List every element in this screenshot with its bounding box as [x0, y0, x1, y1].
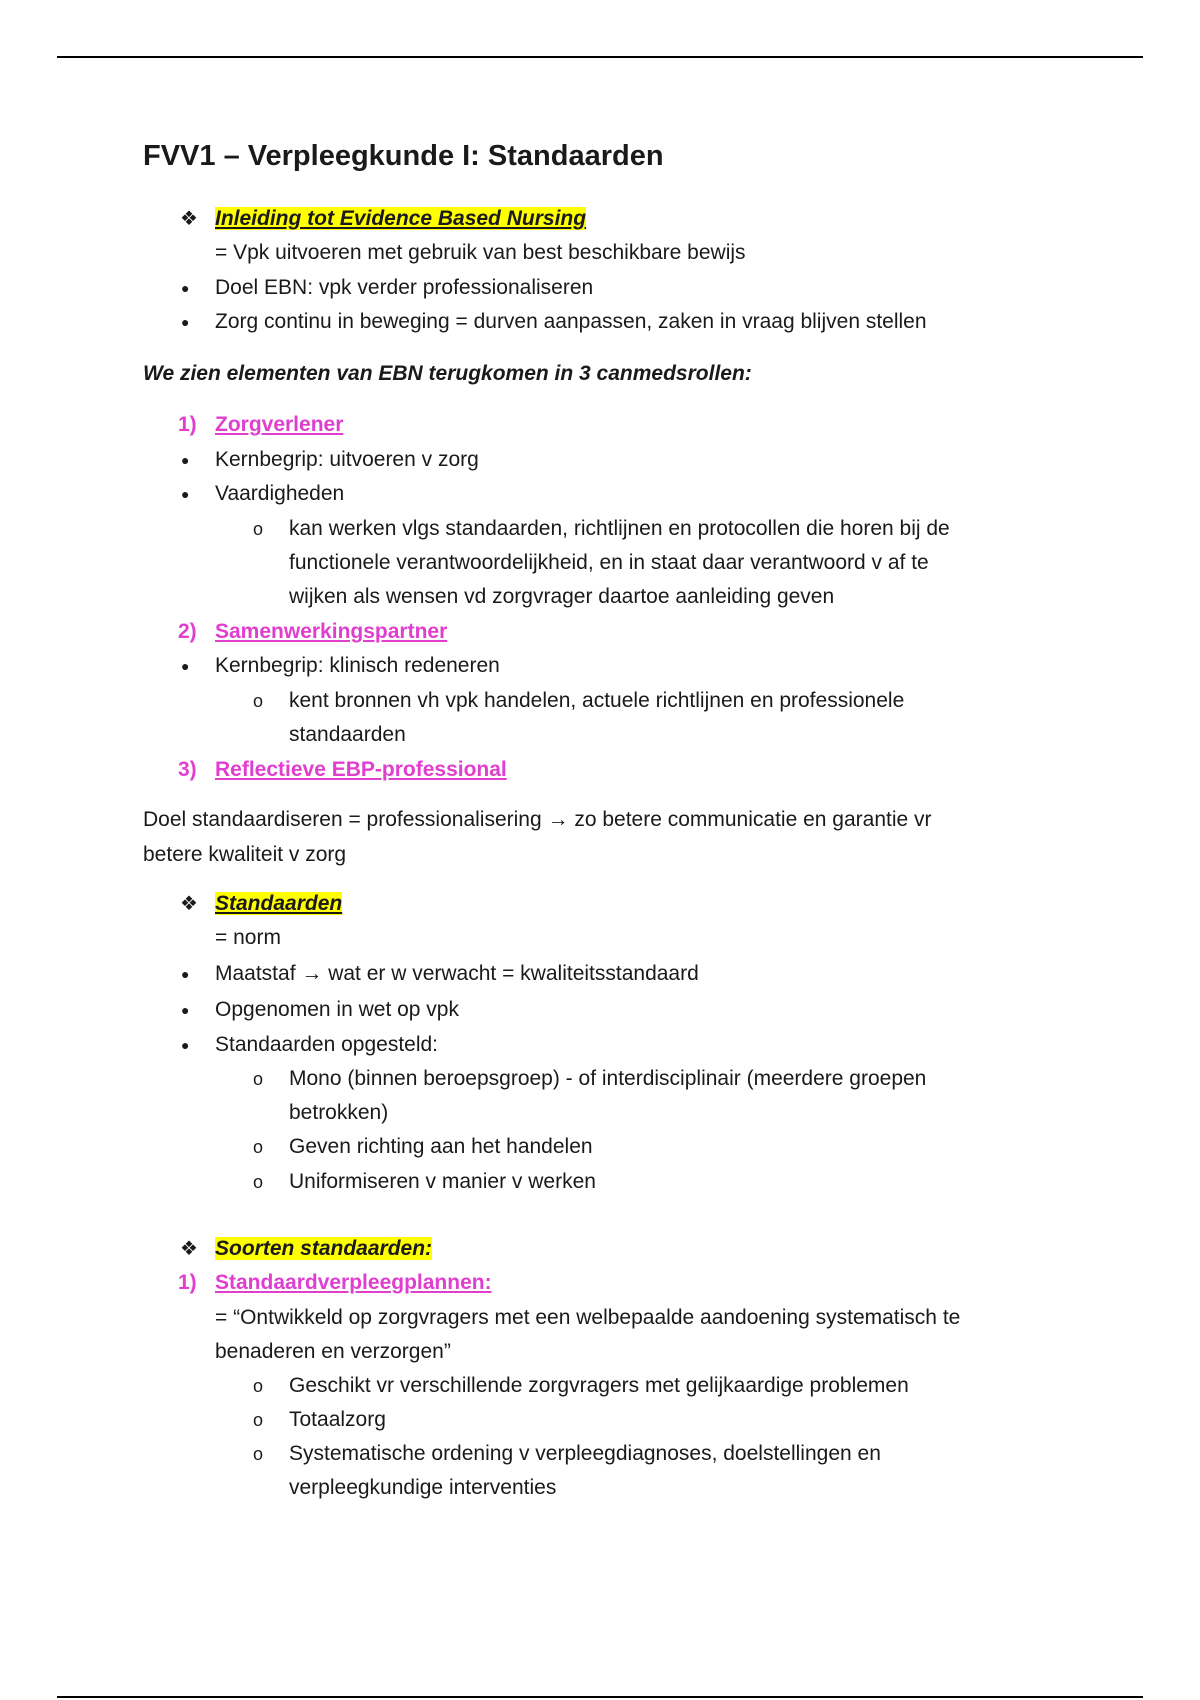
bottom-rule — [57, 1696, 1143, 1698]
canmeds-intro: We zien elementen van EBN terugkomen in 3 canmedsrollen: — [143, 362, 752, 385]
role-heading-reflectieve-ebp: Reflectieve EBP-professional — [215, 758, 507, 781]
role-number: 2) — [178, 620, 197, 643]
sub-list-item: Geven richting aan het handelen — [289, 1135, 593, 1158]
circle-bullet-icon: o — [253, 519, 264, 539]
sub-list-item-continued: standaarden — [289, 723, 406, 746]
list-item: Kernbegrip: uitvoeren v zorg — [215, 448, 479, 471]
sub-list-item: Totaalzorg — [289, 1408, 386, 1431]
type-heading-standaardverpleegplannen: Standaardverpleegplannen: — [215, 1271, 492, 1294]
sub-list-item: Systematische ordening v verpleegdiagnoses, doelstellingen en — [289, 1442, 881, 1465]
sub-list-item: Geschikt vr verschillende zorgvragers met gelijkaardige problemen — [289, 1374, 909, 1397]
list-item: Kernbegrip: klinisch redeneren — [215, 654, 500, 677]
bullet-icon: ● — [181, 314, 190, 330]
sub-list-item: Mono (binnen beroepsgroep) - of interdisciplinair (meerdere groepen — [289, 1067, 927, 1090]
list-item: Zorg continu in beweging = durven aanpassen, zaken in vraag blijven stellen — [215, 310, 927, 333]
bullet-icon: ● — [181, 1037, 190, 1053]
sub-list-item-continued: functionele verantwoordelijkheid, en in staat daar verantwoord v af te — [289, 551, 929, 574]
role-heading-samenwerkingspartner: Samenwerkingspartner — [215, 620, 448, 643]
bullet-icon: ● — [181, 658, 190, 674]
list-item: Vaardigheden — [215, 482, 345, 505]
circle-bullet-icon: o — [253, 1069, 264, 1089]
ebn-definition: = Vpk uitvoeren met gebruik van best beschikbare bewijs — [215, 241, 746, 264]
bullet-icon: ● — [181, 452, 190, 468]
type-definition-line: benaderen en verzorgen” — [215, 1340, 451, 1363]
circle-bullet-icon: o — [253, 691, 264, 711]
bullet-icon: ● — [181, 280, 190, 296]
sub-list-item-continued: verpleegkundige interventies — [289, 1476, 557, 1499]
section-heading-ebn: Inleiding tot Evidence Based Nursing — [215, 207, 587, 230]
circle-bullet-icon: o — [253, 1137, 264, 1157]
role-number: 3) — [178, 758, 197, 781]
page-title: FVV1 – Verpleegkunde I: Standaarden — [143, 140, 664, 172]
sub-list-item-continued: betrokken) — [289, 1101, 389, 1124]
diamond-bullet-icon: ❖ — [180, 893, 198, 915]
role-heading-zorgverlener: Zorgverlener — [215, 413, 344, 436]
type-number: 1) — [178, 1271, 197, 1294]
circle-bullet-icon: o — [253, 1410, 264, 1430]
sub-list-item-continued: wijken als wensen vd zorgvrager daartoe aanleiding geven — [289, 585, 835, 608]
sub-list-item: kent bronnen vh vpk handelen, actuele richtlijnen en professionele — [289, 689, 905, 712]
role-number: 1) — [178, 413, 197, 436]
diamond-bullet-icon: ❖ — [180, 208, 198, 230]
doel-paragraph-line: betere kwaliteit v zorg — [143, 843, 347, 866]
bullet-icon: ● — [181, 486, 190, 502]
doel-paragraph-line: Doel standaardiseren = professionalisering → zo betere communicatie en garantie vr — [143, 808, 932, 831]
section-heading-soorten: Soorten standaarden: — [215, 1237, 433, 1260]
type-definition-line: = “Ontwikkeld op zorgvragers met een welbepaalde aandoening systematisch te — [215, 1306, 961, 1329]
list-item: Opgenomen in wet op vpk — [215, 998, 459, 1021]
circle-bullet-icon: o — [253, 1444, 264, 1464]
diamond-bullet-icon: ❖ — [180, 1238, 198, 1260]
section-heading-standaarden: Standaarden — [215, 892, 343, 915]
circle-bullet-icon: o — [253, 1172, 264, 1192]
list-item: Maatstaf → wat er w verwacht = kwaliteitsstandaard — [215, 962, 699, 985]
standaarden-definition: = norm — [215, 926, 281, 949]
top-rule — [57, 56, 1143, 58]
sub-list-item: Uniformiseren v manier v werken — [289, 1170, 596, 1193]
bullet-icon: ● — [181, 966, 190, 982]
list-item: Standaarden opgesteld: — [215, 1033, 439, 1056]
sub-list-item: kan werken vlgs standaarden, richtlijnen en protocollen die horen bij de — [289, 517, 950, 540]
circle-bullet-icon: o — [253, 1376, 264, 1396]
list-item: Doel EBN: vpk verder professionaliseren — [215, 276, 594, 299]
bullet-icon: ● — [181, 1002, 190, 1018]
